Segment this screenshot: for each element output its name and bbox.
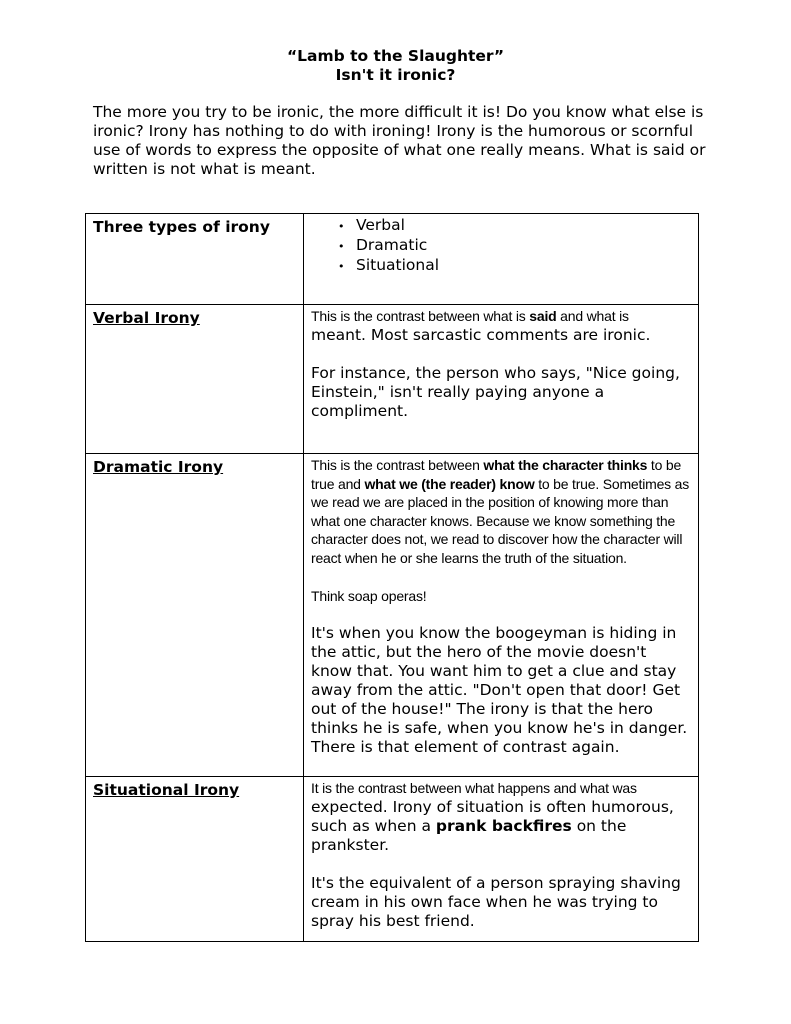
definition-emphasis: said xyxy=(529,308,557,324)
definition-text: and what is xyxy=(556,308,629,324)
definition-emphasis: what the character thinks xyxy=(483,457,648,473)
types-list xyxy=(311,216,690,276)
situational-definition-line1: It is the contrast between what happens and what was xyxy=(311,780,637,796)
verbal-example: For instance, the person who says, "Nice going, Einstein," isn't really paying anyone a compliment. xyxy=(311,363,680,420)
intro-paragraph: The more you try to be ironic, the more difficult it is! Do you know what else is ironic? Irony has nothing to do with ironing! Irony is the humorous or scornful use of words to express the opposite of what one really means. What is said or written is not what is meant. xyxy=(93,103,706,178)
table-row xyxy=(86,454,699,777)
types-heading: Three types of irony xyxy=(86,214,304,305)
situational-heading-cell xyxy=(86,777,304,942)
dramatic-soap-note: Think soap operas! xyxy=(311,587,427,604)
definition-emphasis: prank backfires xyxy=(435,816,572,835)
definition-emphasis: what we (the reader) know xyxy=(364,475,535,492)
title-block xyxy=(0,47,791,85)
list-item: • Dramatic xyxy=(356,236,690,256)
definition-text: to be true. Sometimes as we read we are placed in the position of knowing more than what one character knows. Because we know something the character does not, we read to discover how the character will react when he or she learns the truth of the situation. xyxy=(311,475,690,566)
verbal-definition-line2: meant. Most sarcastic comments are ironic. xyxy=(311,325,651,344)
table-row xyxy=(86,214,699,305)
definition-text: expected. Irony of situation is often humorous, such as when a xyxy=(311,797,674,835)
verbal-definition xyxy=(311,307,690,326)
definition-text: This is the contrast between what is xyxy=(311,308,530,324)
dramatic-heading-cell xyxy=(86,454,304,777)
dramatic-heading: Dramatic Irony xyxy=(93,458,224,476)
irony-table xyxy=(85,213,699,942)
verbal-heading-cell xyxy=(86,305,304,454)
verbal-cell xyxy=(304,305,699,454)
title-line-1: “Lamb to the Slaughter” xyxy=(286,47,505,65)
title-line-2: Isn't it ironic? xyxy=(335,66,456,84)
table-row xyxy=(86,777,699,942)
definition-text: This is the contrast between xyxy=(311,457,484,473)
dramatic-example: It's when you know the boogeyman is hiding in the attic, but the hero of the movie doesn't know that. You want him to get a clue and stay away from the attic. "Don't open that door! Get out of the house!" The irony is that the hero thinks he is safe, when you know he's in danger. There is that element of contrast again. xyxy=(311,624,688,757)
situational-example: It's the equivalent of a person spraying shaving cream in his own face when he was trying to spray his best friend. xyxy=(311,873,681,930)
definition-text: to be true and xyxy=(311,457,682,492)
situational-heading: Situational Irony xyxy=(93,781,240,799)
dramatic-cell xyxy=(304,454,699,777)
list-item: • Situational xyxy=(356,256,690,276)
dramatic-definition xyxy=(311,456,690,568)
situational-cell xyxy=(304,777,699,942)
situational-definition xyxy=(311,798,690,855)
verbal-heading: Verbal Irony xyxy=(93,309,200,327)
list-item: • Verbal xyxy=(356,216,690,236)
definition-text: on the prankster. xyxy=(311,816,627,854)
types-cell xyxy=(304,214,699,305)
table-row xyxy=(86,305,699,454)
